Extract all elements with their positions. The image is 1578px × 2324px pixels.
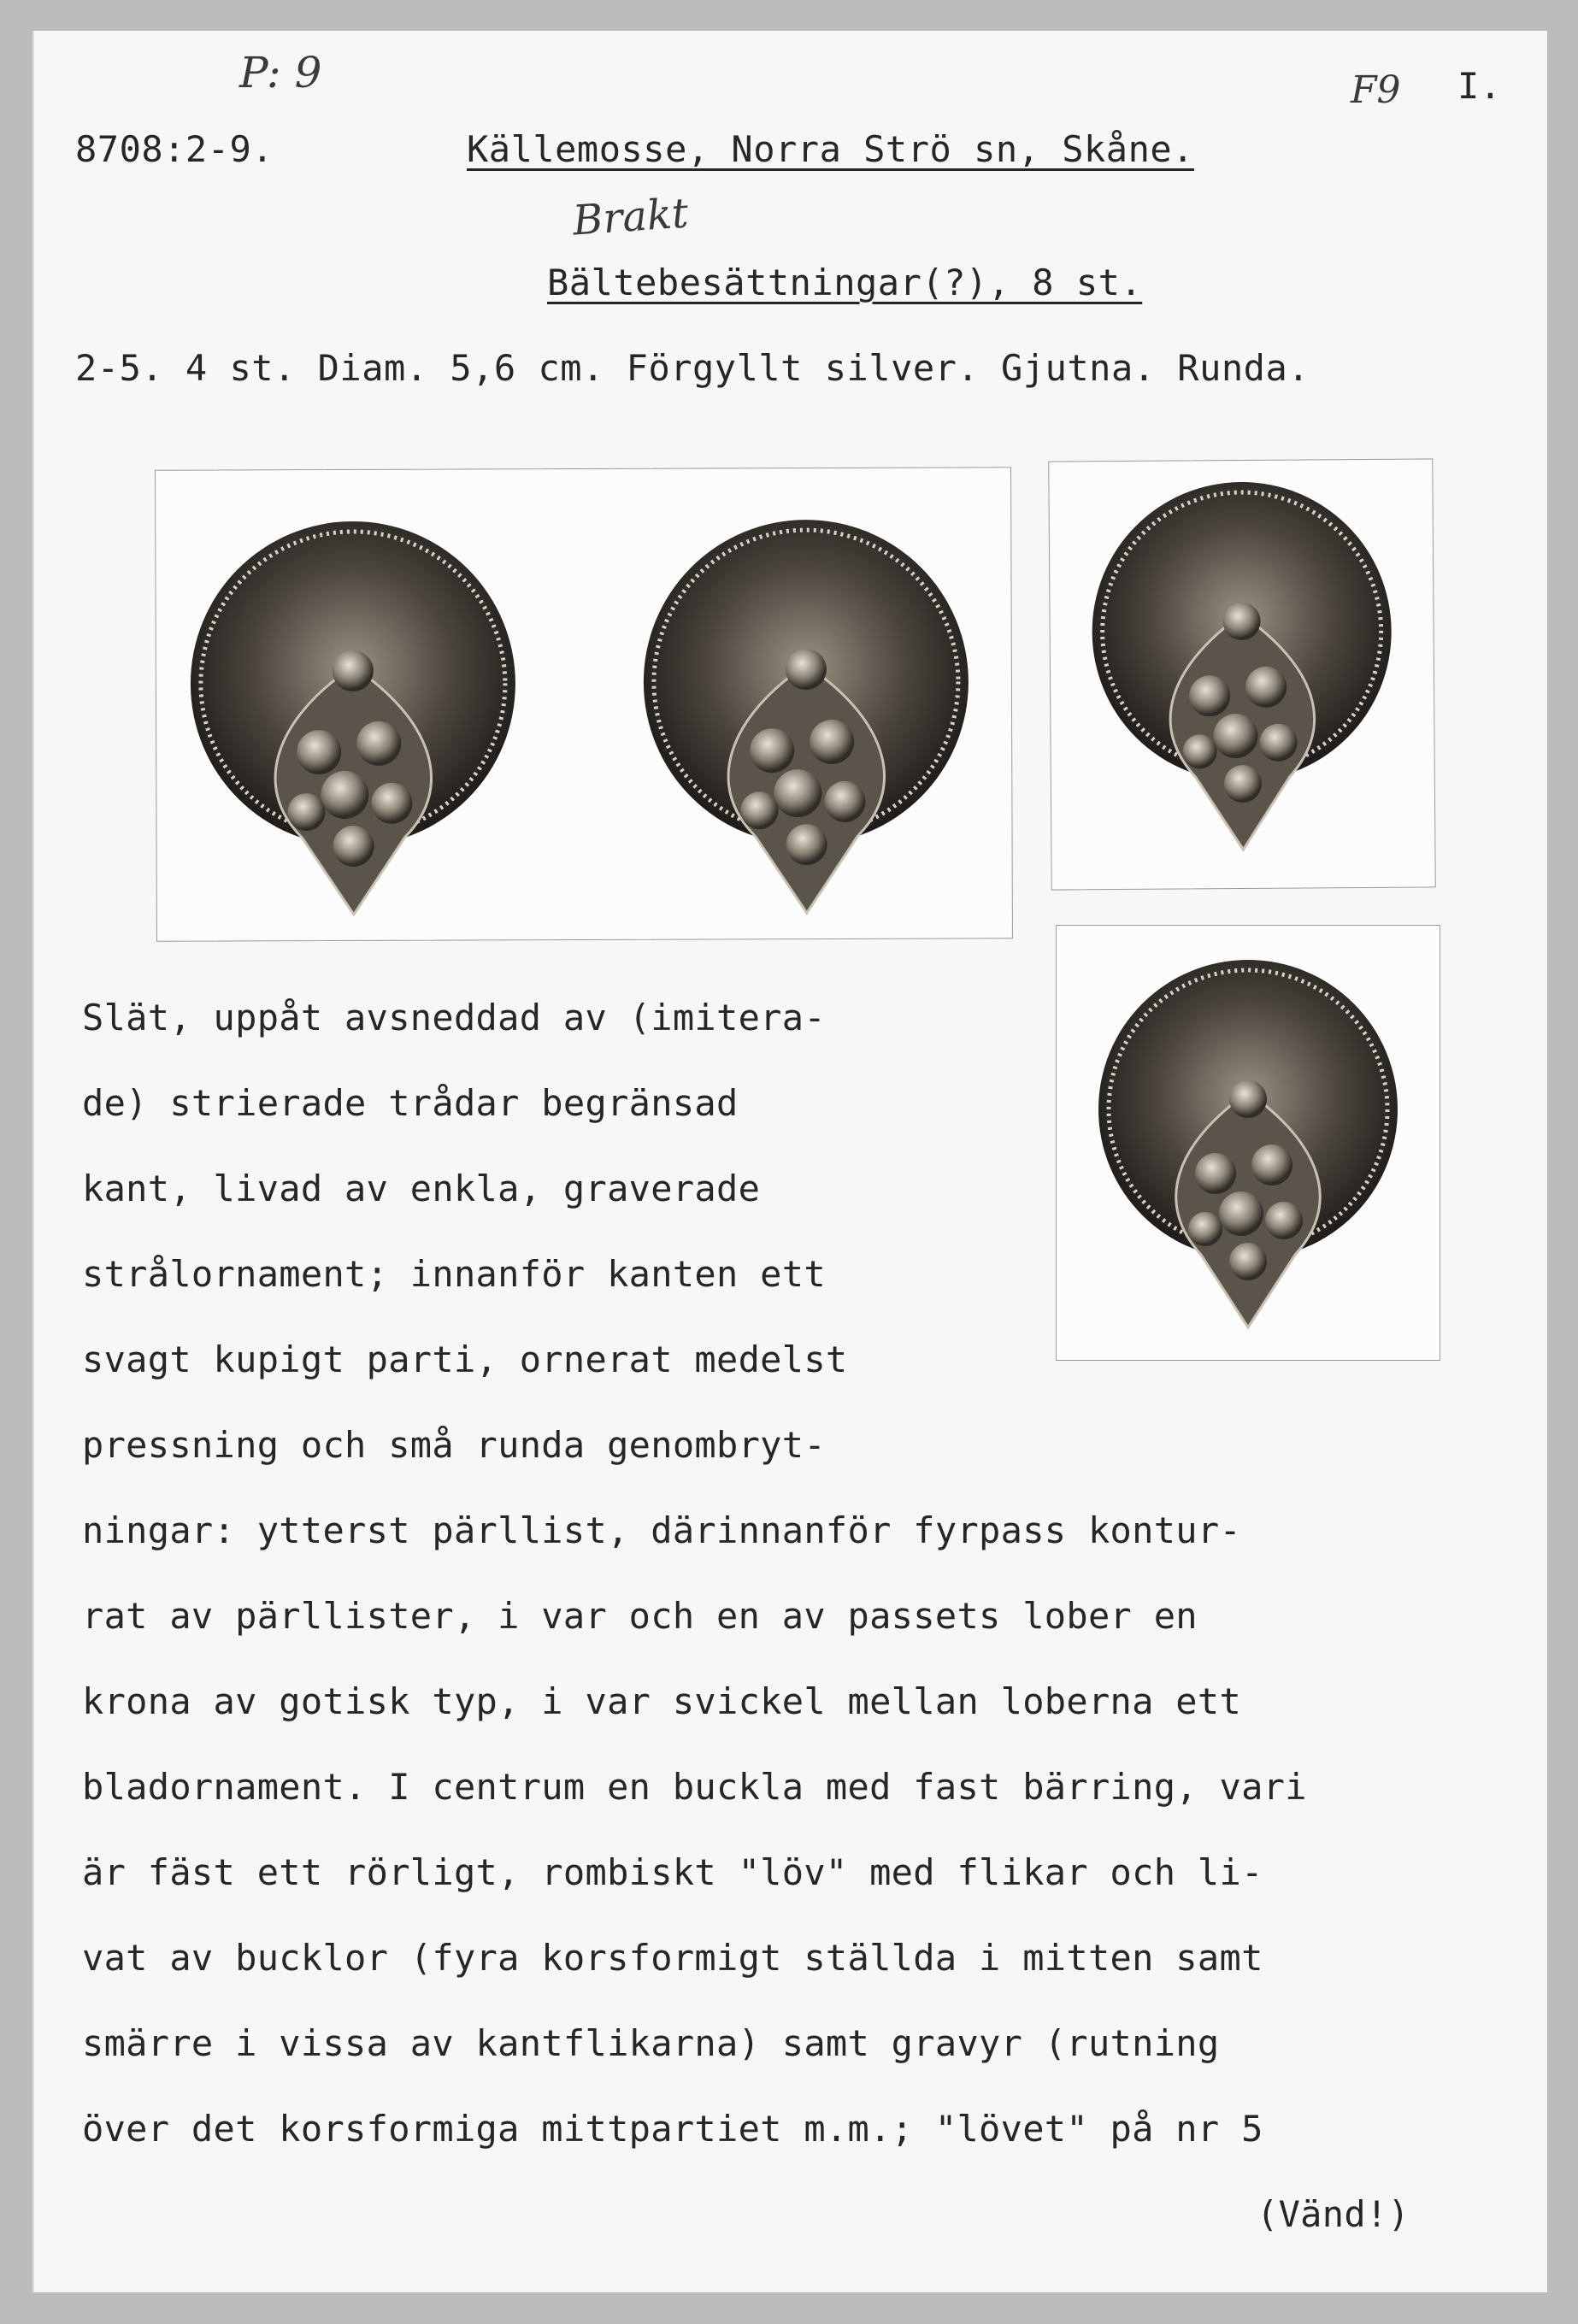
corner-pencil-mark: F9 — [1351, 68, 1401, 112]
turn-over-note: (Vänd!) — [1257, 2193, 1410, 2235]
photo-top-right-svg — [1049, 459, 1434, 889]
photo-print-wide — [155, 467, 1013, 941]
corner-roman-numeral: I. — [1457, 65, 1502, 107]
description-line-4: strålornament; innanför kanten ett — [82, 1253, 826, 1295]
belt-mount-3 — [1091, 481, 1393, 850]
subject-text: Bältebesättningar(?), 8 st. — [547, 262, 1143, 303]
description-line-9: krona av gotisk typ, i var svickel mellan loberna ett — [82, 1680, 1242, 1722]
belt-mount-4 — [1098, 960, 1398, 1327]
photo-wide-svg — [156, 468, 1012, 940]
photo-print-bottom-right — [1056, 925, 1440, 1361]
description-line-14: över det korsformiga mittpartiet m.m.; "lövet" på nr 5 — [82, 2108, 1263, 2150]
description-line-2: de) strierade trådar begränsad — [82, 1082, 739, 1124]
handwritten-note: Brakt — [571, 189, 691, 245]
photo-print-top-right — [1048, 458, 1435, 890]
subject-line — [547, 262, 1142, 303]
description-line-10: bladornament. I centrum en buckla med fast bärring, vari — [82, 1766, 1307, 1808]
description-line-1: Slät, uppåt avsneddad av (imitera- — [82, 997, 826, 1038]
find-place: Källemosse, Norra Strö sn, Skåne. — [467, 128, 1194, 170]
summary-line: 2-5. 4 st. Diam. 5,6 cm. Förgyllt silver. Gjutna. Runda. — [75, 347, 1310, 389]
belt-mount-2 — [643, 519, 969, 913]
description-line-6: pressning och små runda genombryt- — [82, 1424, 826, 1466]
description-line-5: svagt kupigt parti, ornerat medelst — [82, 1339, 848, 1380]
description-line-11: är fäst ett rörligt, rombiskt "löv" med flikar och li- — [82, 1851, 1263, 1893]
description-line-12: vat av bucklor (fyra korsformigt ställda i mitten samt — [82, 1937, 1263, 1979]
catalog-number: 8708:2-9. — [75, 128, 274, 170]
corner-mark: P: 9 — [239, 48, 322, 97]
catalog-card — [32, 31, 1547, 2292]
description-line-7: ningar: ytterst pärllist, därinnanför fyrpass kontur- — [82, 1509, 1242, 1551]
belt-mount-1 — [190, 521, 516, 915]
description-line-3: kant, livad av enkla, graverade — [82, 1168, 761, 1209]
photo-bottom-right-svg — [1057, 926, 1440, 1360]
description-line-13: smärre i vissa av kantflikarna) samt gravyr (rutning — [82, 2022, 1220, 2064]
description-line-8: rat av pärllister, i var och en av passets lober en — [82, 1595, 1198, 1637]
